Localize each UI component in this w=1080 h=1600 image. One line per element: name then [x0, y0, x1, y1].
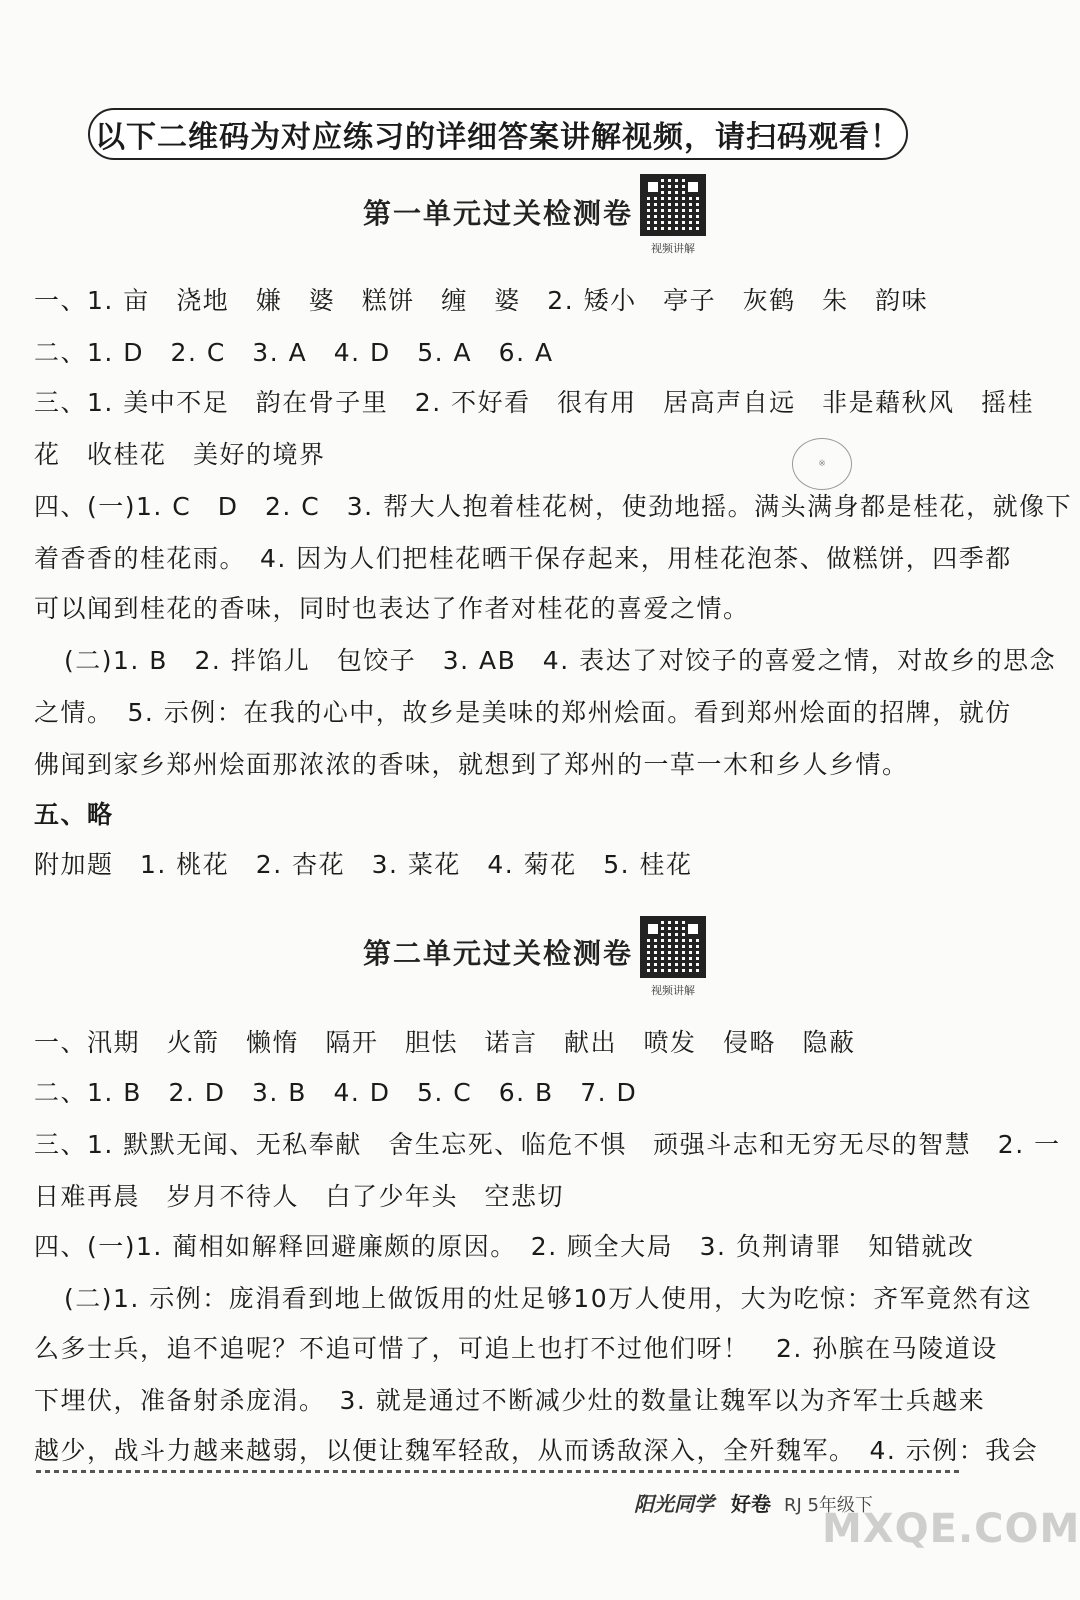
- answer-line: 佛闻到家乡郑州烩面那浓浓的香味，就想到了郑州的一草一木和乡人乡情。: [34, 750, 909, 779]
- answer-line: 四、(一)1. 蔺相如解释回避廉颇的原因。 2. 顾全大局 3. 负荆请罪 知错就改: [34, 1232, 975, 1261]
- qr-caption: 视频讲解: [651, 984, 695, 997]
- answer-line: (二)1. 示例：庞涓看到地上做饭用的灶足够10万人使用，大为吃惊：齐军竟然有这: [64, 1284, 1033, 1313]
- answer-line: 三、1. 默默无闻、无私奉献 舍生忘死、临危不惧 顽强斗志和无穷无尽的智慧 2. 一: [34, 1130, 1061, 1159]
- answer-line: 一、1. 亩 浇地 嫌 婆 糕饼 缠 婆 2. 矮小 亭子 灰鹤 朱 韵味: [34, 286, 929, 315]
- answer-line: 着香香的桂花雨。 4. 因为人们把桂花晒干保存起来，用桂花泡茶、做糕饼，四季都: [34, 544, 1012, 573]
- answer-line: 一、汛期 火箭 懒惰 隔开 胆怯 诺言 献出 喷发 侵略 隐蔽: [34, 1028, 856, 1057]
- answer-line: 可以闻到桂花的香味，同时也表达了作者对桂花的喜爱之情。: [34, 594, 750, 623]
- answer-line: (二)1. B 2. 拌馅儿 包饺子 3. AB 4. 表达了对饺子的喜爱之情，对故乡的思念: [64, 646, 1057, 675]
- answer-line: 日难再晨 岁月不待人 白了少年头 空悲切: [34, 1182, 565, 1211]
- brand-logo: 阳光同学: [634, 1492, 714, 1516]
- answer-line: 之情。 5. 示例：在我的心中，故乡是美味的郑州烩面。看到郑州烩面的招牌，就仿: [34, 698, 1012, 727]
- qr-code-icon[interactable]: [640, 916, 706, 978]
- divider: [36, 1470, 960, 1473]
- answer-line: 二、1. B 2. D 3. B 4. D 5. C 6. B 7. D: [34, 1078, 638, 1107]
- section-2-title: 第二单元过关检测卷: [362, 937, 633, 970]
- answer-line: 二、1. D 2. C 3. A 4. D 5. A 6. A: [34, 338, 554, 367]
- stamp-icon: ※: [792, 438, 852, 490]
- bonus-line: 附加题 1. 桃花 2. 杏花 3. 菜花 4. 菊花 5. 桂花: [34, 850, 693, 879]
- watermark: MXQE.COM: [822, 1506, 1080, 1552]
- answer-line: 花 收桂花 美好的境界: [34, 440, 326, 469]
- header-banner: 以下二维码为对应练习的详细答案讲解视频，请扫码观看！: [88, 108, 908, 160]
- answer-line: 越少，战斗力越来越弱，以便让魏军轻敌，从而诱敌深入，全歼魏军。 4. 示例：我会: [34, 1436, 1039, 1465]
- footer-title: 好卷: [730, 1492, 771, 1516]
- qr-caption: 视频讲解: [651, 242, 695, 255]
- answer-line: 五、略: [34, 800, 114, 829]
- qr-code-icon[interactable]: [640, 174, 706, 236]
- answer-line: 三、1. 美中不足 韵在骨子里 2. 不好看 很有用 居高声自远 非是藉秋风 摇桂: [34, 388, 1035, 417]
- answer-line: 么多士兵，追不追呢？不追可惜了，可追上也打不过他们呀！ 2. 孙膑在马陵道设: [34, 1334, 998, 1363]
- footer-tag: RJ 5年级下: [783, 1495, 873, 1516]
- section-1-title: 第一单元过关检测卷: [362, 197, 633, 230]
- answer-line: 下埋伏，准备射杀庞涓。 3. 就是通过不断减少灶的数量让魏军以为齐军士兵越来: [34, 1386, 986, 1415]
- answer-line: 四、(一)1. C D 2. C 3. 帮大人抱着桂花树，使劲地摇。满头满身都是桂花，就像下: [34, 492, 1073, 521]
